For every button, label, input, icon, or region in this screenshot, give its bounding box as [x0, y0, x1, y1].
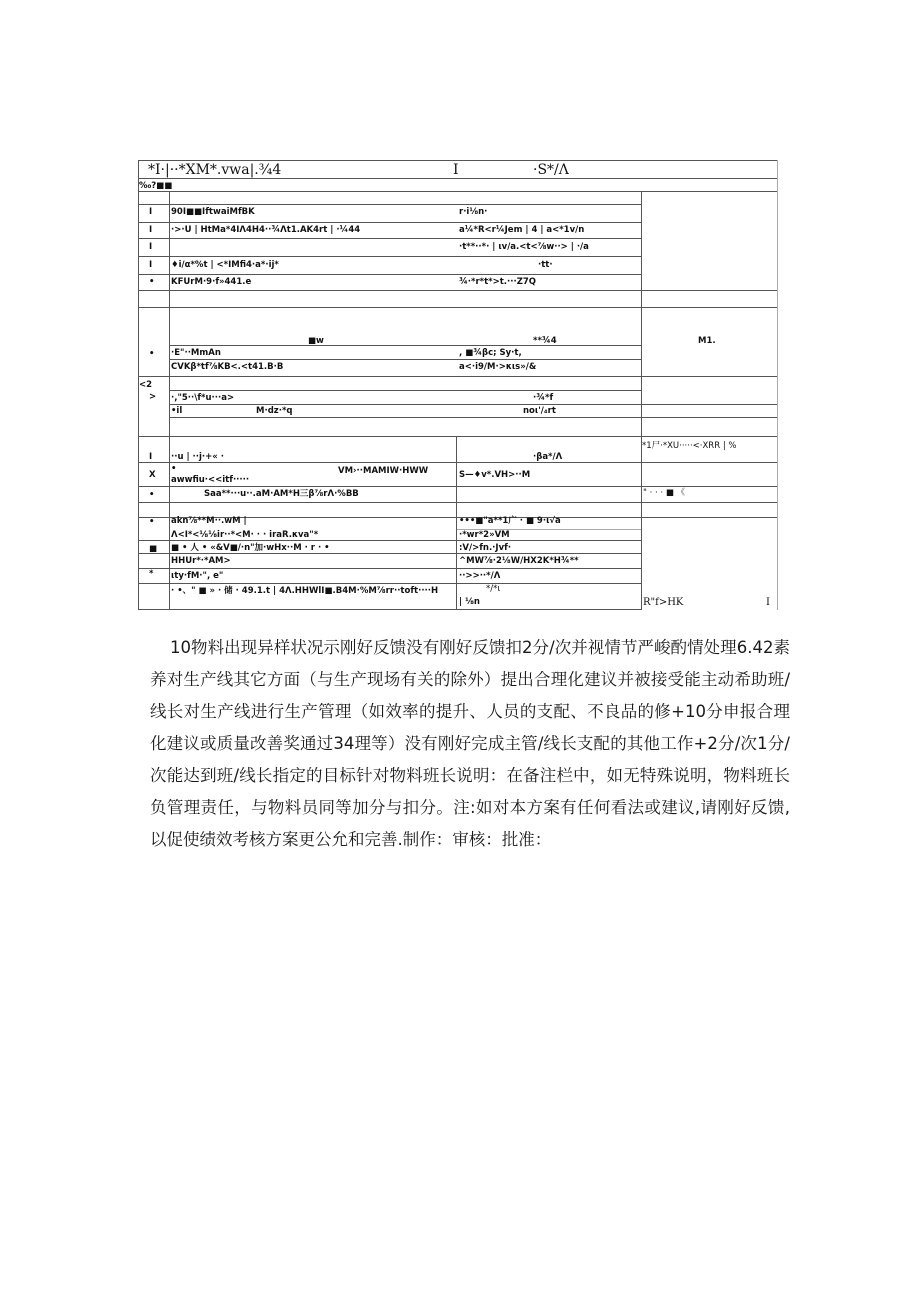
- row-index: I: [149, 260, 153, 270]
- table-cell: :V/>fn.·Jvf·: [459, 543, 512, 553]
- row-index: >: [149, 392, 157, 402]
- body-paragraph: 10物料出现异样状况示刚好反馈没有刚好反馈扣2分/次并视情节严峻酌情处理6.42素养对生产线其它方面（与生产现场有关的除外）提出合理化建议并被接受能主动希助班/线长对生产线进行生产管理（如效率的提升、人员的支配、不良品的修+10分申报合理化建议或质量改善奖通过34理等）没有刚好完成主管/线长支配的其他工作+2分/次1分/次能达到班/线长指定的目标针对物料班长说明：在备注栏中，如无特殊说明，物料班长负管理责任，与物料员同等加分与扣分。注:如对本方案有任何看法或建议,请刚好反馈,以促使绩效考核方案更公允和完善.制作：审核：批准：: [150, 638, 790, 849]
- score-table: [138, 160, 778, 610]
- table-cell: I: [766, 597, 770, 608]
- table-cell: noι'/₄rt: [523, 406, 556, 416]
- table-cell: | ⅛n: [459, 597, 480, 607]
- table-title-right: ·S*/Λ: [533, 162, 569, 178]
- table-cell: •il: [171, 406, 183, 416]
- table-cell: ·βa*/Λ: [533, 452, 563, 462]
- table-cell: M·dz·*q: [256, 406, 293, 416]
- table-cell: · •、" ■ » · 储 · 49.1.t | 4Λ.HHWlI■.B4M·%M⅞rr··toft····H: [171, 586, 439, 596]
- table-cell: ·E"··MmAn: [171, 348, 221, 358]
- table-cell: ^MW⅞·2⅛W/HX2K*H¾**: [459, 556, 579, 566]
- row-index: <2: [139, 380, 153, 390]
- table-subheader: ‰?■■: [139, 181, 173, 191]
- table-cell: HHUr*·*AM>: [171, 556, 231, 566]
- table-cell: ··>>··*/Λ: [459, 571, 501, 581]
- table-cell: •: [171, 464, 177, 474]
- table-title-left: *I·|··*XM*.vwa|.¾4: [148, 162, 282, 178]
- table-cell: ¾·*r*t*>t.···Z7Q: [459, 277, 537, 287]
- row-index: *: [149, 569, 154, 579]
- table-cell: " · · · ■ 《: [643, 488, 686, 498]
- table-cell: r·i⅛n·: [459, 207, 488, 217]
- row-index: ■: [149, 544, 158, 554]
- table-cell: CVKβ*tf⅞KB<.<t41.B·B: [171, 362, 284, 372]
- row-index: I: [149, 207, 153, 217]
- table-cell: KFUrM·9·f»441.e: [171, 277, 252, 287]
- table-title-mid: I: [453, 162, 459, 178]
- section-header: ■w: [308, 336, 324, 346]
- table-cell: , ■¾βc; Sy·t,: [459, 348, 522, 358]
- table-cell: VM›··MAMIW·HWW: [338, 466, 429, 476]
- row-index: X: [149, 470, 156, 480]
- table-cell: •••■"a**1广 · ■ 9·ι√a: [459, 516, 561, 526]
- table-cell: ♦i/α*%t | <*IMfi4·a*·ij*: [171, 260, 279, 270]
- table-cell: *1尸·*XU·····<·XRR | %: [642, 441, 737, 451]
- table-cell: */*ι: [486, 584, 501, 594]
- table-cell: ·,"5··\f*u···a>: [171, 393, 235, 403]
- table-cell: ·¾*f: [533, 393, 554, 403]
- table-cell: ■ • 人 • «&V■/·n"加·wHx··M · r · •: [171, 543, 330, 553]
- table-cell: ·tt·: [538, 260, 553, 270]
- table-cell: akn⅞**M··.wM |: [171, 516, 247, 526]
- table-cell: ··u | ··j·+« ·: [171, 452, 224, 462]
- table-cell: awwfiu·<<itf·····: [171, 475, 250, 485]
- row-index: I: [149, 452, 153, 462]
- table-cell: R"f>HK: [643, 597, 684, 608]
- row-index: •: [149, 517, 155, 527]
- row-index: •: [149, 277, 155, 287]
- table-cell: S—♦v*.VH>··M: [459, 470, 531, 480]
- table-cell: a<·i9/M·>κιs»/&: [459, 362, 537, 372]
- row-index: •: [149, 349, 155, 359]
- table-cell: ·*wr*2»VM: [459, 530, 510, 540]
- table-cell: Saa**···u··.aM·AM*H三β⅞rΛ·%BB: [204, 489, 359, 499]
- table-cell: ·t**··*· | ιv/a.<t<⅞w··> | ·/a: [459, 242, 589, 252]
- section-header: M1.: [698, 336, 716, 346]
- table-cell: ·>·U | HtMa*4IΛ4H4··¾Λt1.AK4rt | ·¼44: [171, 225, 361, 235]
- table-cell: a¼*R<r¼Jem | 4 | a<*1v/n: [459, 225, 585, 235]
- table-cell: ιty·fM·", e": [171, 571, 224, 581]
- table-cell: 90I■■IftwaiMfBK: [171, 207, 255, 217]
- row-index: I: [149, 225, 153, 235]
- row-index: I: [149, 242, 153, 252]
- table-cell: Λ<I*<⅛⅛ir··*<M· · · iraR.κva"*: [171, 530, 319, 540]
- section-header: **¾4: [533, 336, 557, 346]
- row-index: •: [149, 490, 155, 500]
